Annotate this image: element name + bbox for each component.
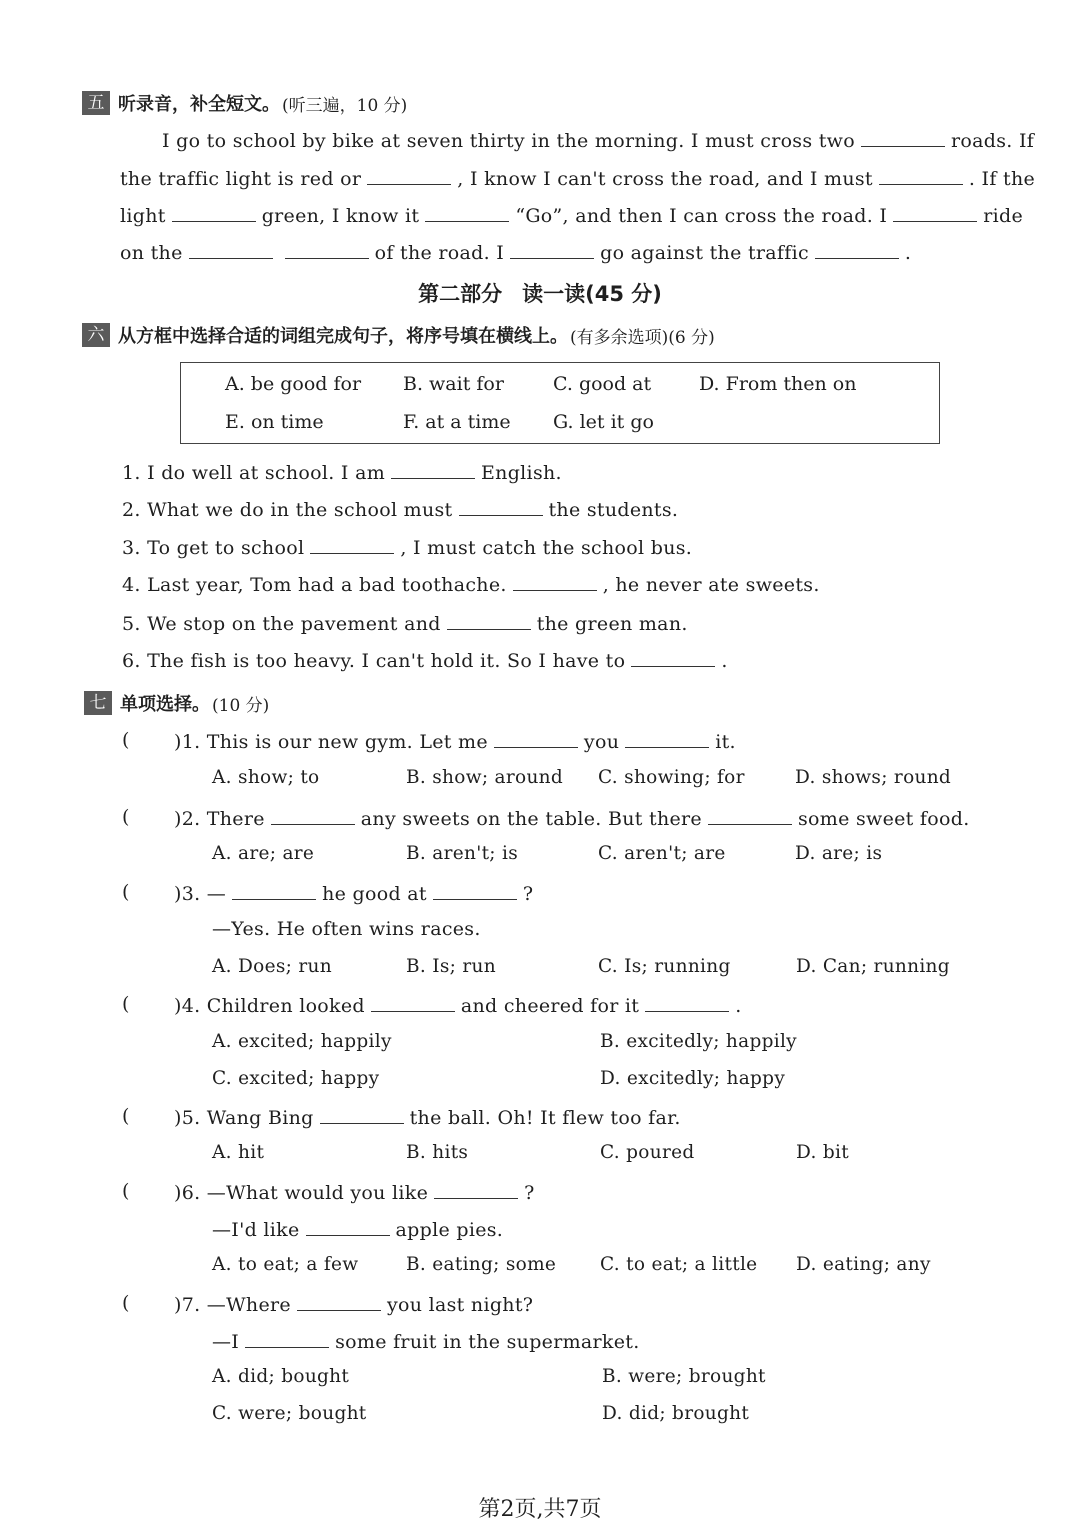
section-number: 五: [82, 91, 110, 115]
question-item: )7. —Where you last night?: [174, 1294, 534, 1316]
choice-option[interactable]: D. excitedly; happy: [600, 1068, 786, 1089]
choice-option[interactable]: C. showing; for: [598, 767, 745, 788]
answer-blank[interactable]: [285, 240, 369, 259]
answer-blank[interactable]: [245, 1329, 329, 1348]
answer-blank[interactable]: [320, 1105, 404, 1124]
answer-blank[interactable]: [433, 881, 517, 900]
sentence-item: 6. The fish is too heavy. I can't hold it. So I have to .: [122, 650, 728, 672]
answer-blank[interactable]: [645, 993, 729, 1012]
answer-blank[interactable]: [494, 729, 578, 748]
answer-blank[interactable]: [306, 1217, 390, 1236]
answer-blank[interactable]: [879, 166, 963, 185]
choice-option[interactable]: A. Does; run: [212, 956, 332, 977]
section-number: 七: [84, 691, 112, 715]
answer-blank[interactable]: [172, 203, 256, 222]
passage-line: on the of the road. I go against the traffic .: [120, 242, 912, 264]
word-option: C. good at: [553, 373, 652, 395]
choice-option[interactable]: B. Is; run: [406, 956, 496, 977]
part-title: 第二部分 读一读(45 分): [418, 282, 662, 306]
answer-paren-left: (: [122, 1180, 130, 1202]
word-option: G. let it go: [553, 411, 654, 433]
answer-blank[interactable]: [625, 729, 709, 748]
answer-blank[interactable]: [631, 648, 715, 667]
answer-paren-left: (: [122, 1292, 130, 1314]
section-7-header: [84, 690, 269, 716]
section-6-header: [82, 322, 715, 348]
answer-paren-left: (: [122, 1105, 130, 1127]
choice-option[interactable]: A. to eat; a few: [212, 1254, 359, 1275]
answer-blank[interactable]: [371, 993, 455, 1012]
section-title: 从方框中选择合适的词组完成句子，将序号填在横线上。: [118, 326, 568, 347]
question-item: )6. —What would you like ?: [174, 1182, 535, 1204]
choice-option[interactable]: C. to eat; a little: [600, 1254, 758, 1275]
choice-option[interactable]: D. are; is: [795, 843, 883, 864]
choice-option[interactable]: B. aren't; is: [406, 843, 519, 864]
choice-option[interactable]: B. were; brought: [602, 1366, 766, 1387]
answer-line: —Yes. He often wins races.: [212, 918, 481, 940]
choice-option[interactable]: D. bit: [796, 1142, 849, 1163]
choice-option[interactable]: D. shows; round: [795, 767, 952, 788]
word-bank-box: [180, 362, 940, 444]
answer-paren-left: (: [122, 881, 130, 903]
section-note: (有多余选项)(6 分): [570, 327, 715, 348]
choice-option[interactable]: B. hits: [406, 1142, 469, 1163]
choice-option[interactable]: C. Is; running: [598, 956, 731, 977]
answer-paren-left: (: [122, 993, 130, 1015]
answer-blank[interactable]: [271, 806, 355, 825]
answer-blank[interactable]: [708, 806, 792, 825]
answer-line: —I'd like apple pies.: [212, 1219, 504, 1241]
answer-blank[interactable]: [297, 1292, 381, 1311]
sentence-item: 5. We stop on the pavement and the green man.: [122, 613, 688, 635]
choice-option[interactable]: A. hit: [212, 1142, 265, 1163]
section-note: (10 分): [212, 695, 270, 716]
word-option: D. From then on: [699, 373, 857, 395]
answer-blank[interactable]: [861, 128, 945, 147]
choice-option[interactable]: D. did; brought: [602, 1403, 750, 1424]
sentence-item: 2. What we do in the school must the students.: [122, 499, 679, 521]
answer-paren-left: (: [122, 806, 130, 828]
question-item: )4. Children looked and cheered for it .: [174, 995, 742, 1017]
word-option: E. on time: [225, 411, 324, 433]
sentence-item: 3. To get to school , I must catch the school bus.: [122, 537, 693, 559]
choice-option[interactable]: A. are; are: [212, 843, 315, 864]
choice-option[interactable]: A. did; bought: [212, 1366, 350, 1387]
choice-option[interactable]: B. show; around: [406, 767, 564, 788]
answer-blank[interactable]: [459, 497, 543, 516]
choice-option[interactable]: A. show; to: [212, 767, 320, 788]
section-number: 六: [82, 323, 110, 347]
section-note: (听三遍，10 分): [282, 95, 408, 116]
choice-option[interactable]: A. excited; happily: [212, 1031, 392, 1052]
answer-blank[interactable]: [189, 240, 273, 259]
answer-blank[interactable]: [391, 460, 475, 479]
answer-blank[interactable]: [425, 203, 509, 222]
page-number: 第2页,共7页: [478, 1497, 602, 1522]
passage-line: the traffic light is red or , I know I can't cross the road, and I must . If the: [120, 168, 1036, 190]
question-item: )2. There any sweets on the table. But there some sweet food.: [174, 808, 970, 830]
choice-option[interactable]: C. excited; happy: [212, 1068, 380, 1089]
answer-blank[interactable]: [447, 611, 531, 630]
answer-blank[interactable]: [893, 203, 977, 222]
choice-option[interactable]: C. aren't; are: [598, 843, 726, 864]
answer-blank[interactable]: [434, 1180, 518, 1199]
sentence-item: 1. I do well at school. I am English.: [122, 462, 562, 484]
answer-blank[interactable]: [510, 240, 594, 259]
section-5-header: [82, 90, 407, 116]
answer-blank[interactable]: [310, 535, 394, 554]
passage-line: light green, I know it “Go”, and then I can cross the road. I ride: [120, 205, 1024, 227]
choice-option[interactable]: D. Can; running: [796, 956, 950, 977]
choice-option[interactable]: B. eating; some: [406, 1254, 557, 1275]
section-title: 听录音，补全短文。: [118, 94, 280, 115]
section-title: 单项选择。: [120, 694, 210, 715]
choice-option[interactable]: C. were; bought: [212, 1403, 367, 1424]
answer-paren-left: (: [122, 729, 130, 751]
choice-option[interactable]: B. excitedly; happily: [600, 1031, 797, 1052]
question-item: )3. — he good at ?: [174, 883, 534, 905]
word-option: A. be good for: [225, 373, 362, 395]
answer-line: —I some fruit in the supermarket.: [212, 1331, 640, 1353]
choice-option[interactable]: D. eating; any: [796, 1254, 931, 1275]
sentence-item: 4. Last year, Tom had a bad toothache. , he never ate sweets.: [122, 574, 820, 596]
question-item: )1. This is our new gym. Let me you it.: [174, 731, 736, 753]
passage-line: I go to school by bike at seven thirty in the morning. I must cross two roads. If: [162, 130, 1035, 152]
answer-blank[interactable]: [232, 881, 316, 900]
answer-blank[interactable]: [815, 240, 899, 259]
word-option: F. at a time: [403, 411, 511, 433]
answer-blank[interactable]: [367, 166, 451, 185]
choice-option[interactable]: C. poured: [600, 1142, 695, 1163]
word-option: B. wait for: [403, 373, 504, 395]
question-item: )5. Wang Bing the ball. Oh! It flew too far.: [174, 1107, 681, 1129]
answer-blank[interactable]: [513, 572, 597, 591]
